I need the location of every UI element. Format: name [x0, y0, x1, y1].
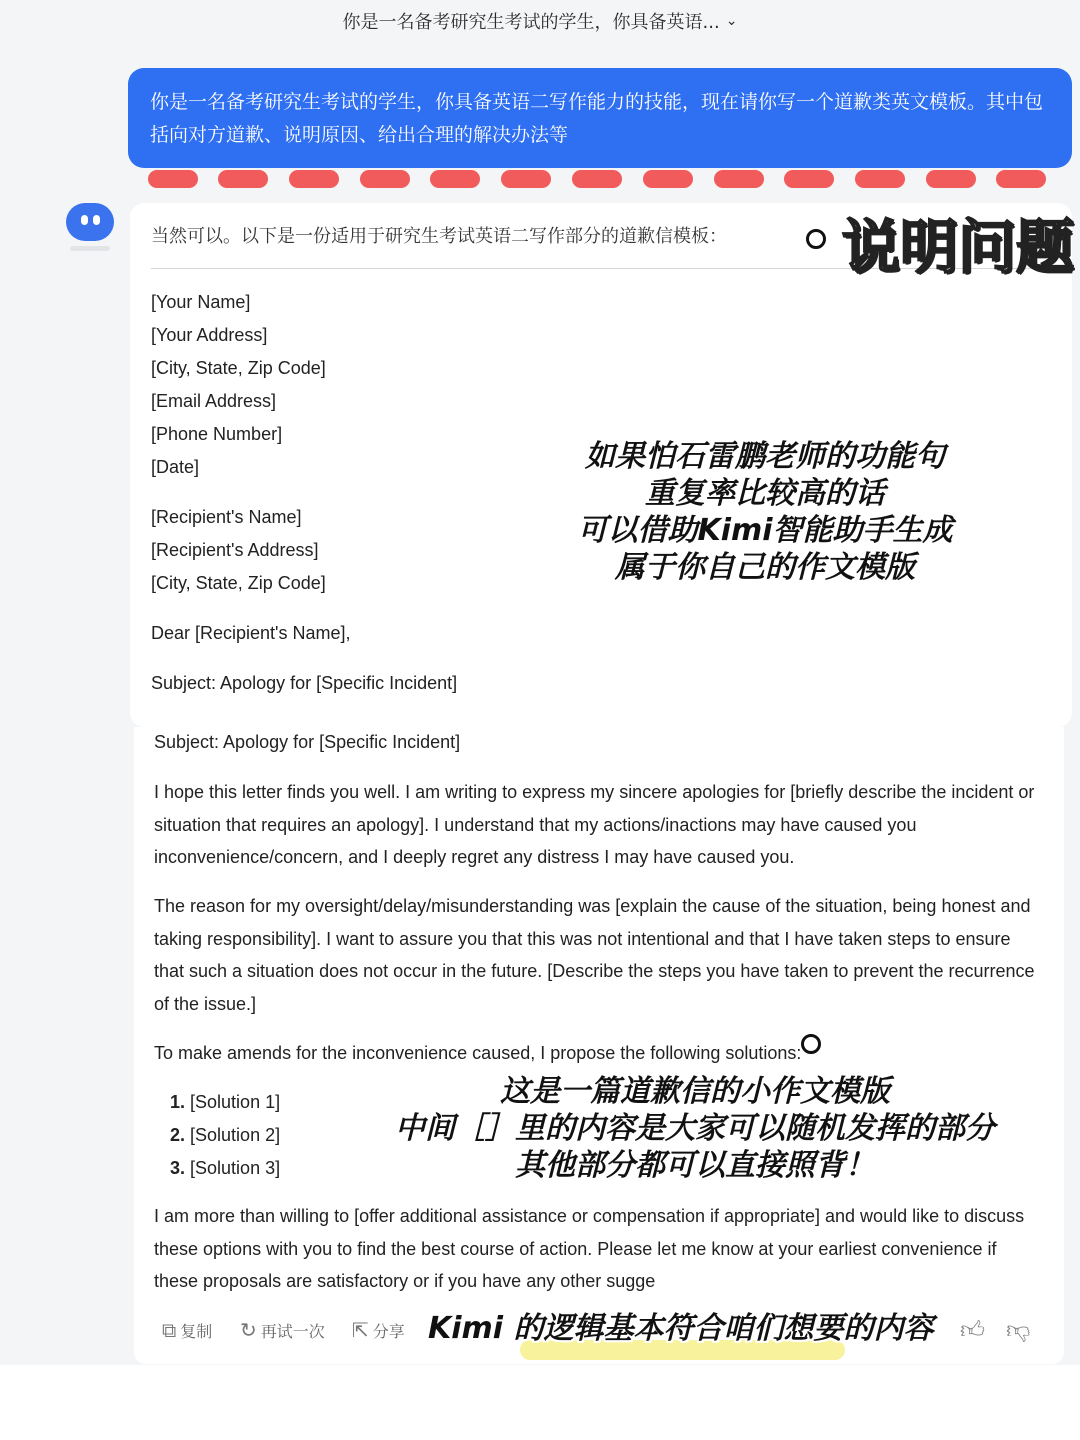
solution-item: 2. [Solution 2] — [170, 1125, 281, 1145]
subject-line: Subject: Apology for [Specific Incident] — [151, 673, 458, 693]
kimi-bot-icon — [66, 203, 114, 241]
marker-stroke — [714, 170, 764, 188]
marker-stroke — [855, 170, 905, 188]
recipient-line: [Recipient's Address] — [151, 540, 319, 560]
marker-stroke — [643, 170, 693, 188]
conversation-title-bar[interactable] — [0, 0, 1080, 42]
marker-stroke — [148, 170, 198, 188]
marker-stroke — [501, 170, 551, 188]
recipient-line: [City, State, Zip Code] — [151, 573, 326, 593]
letter-paragraph-apology: I hope this letter finds you well. I am writing to express my sincere apologies for [briefly describe the incident or situation that requires an apology]. I understand that my actions/inactions may have caused you inconvenience/concern, and I deeply regret any distress I may have caused you. — [154, 782, 1035, 868]
marker-stroke — [289, 170, 339, 188]
copy-button[interactable]: ⧉ 复制 — [162, 1318, 213, 1342]
marker-stroke — [784, 170, 834, 188]
conversation-title: 你是一名备考研究生考试的学生，你具备英语... — [342, 12, 720, 33]
letter-paragraph-reason: The reason for my oversight/delay/misunderstanding was [explain the cause of the situation, being honest and taking responsibility]. I want to assure you that this was not intentional and that I have taken steps to ensure that such a situation does not occur in the future. [Describe the steps you have taken to prevent the recurrence of the issue.] — [154, 896, 1035, 1015]
chevron-down-icon[interactable]: ⌄ — [725, 13, 738, 29]
marker-stroke — [360, 170, 410, 188]
bullet-ring-icon — [806, 229, 826, 249]
thumbs-up-icon[interactable]: 👍︎ — [960, 1316, 986, 1344]
user-message-text: 你是一名备考研究生考试的学生，你具备英语二写作能力的技能，现在请你写一个道歉类英文模板。其中包括向对方道歉、说明原因、给出合理的解决办法等 — [150, 91, 1044, 146]
letter-paragraph-compensation: I am more than willing to [offer additional assistance or compensation if appropriate] and would like to discuss these options with you to find the best course of action. Please let me know at your earliest convenience if these proposals are satisfactory or if you have any other sugge — [154, 1206, 1025, 1292]
cursor-ring-icon — [801, 1034, 821, 1054]
overlay-title: 说明问题 — [842, 213, 1075, 281]
sender-line: [Your Name] — [151, 292, 251, 312]
solution-item: 1. [Solution 1] — [170, 1092, 281, 1112]
marker-stroke — [572, 170, 622, 188]
sender-line: [Your Address] — [151, 325, 268, 345]
subject-line-repeat: Subject: Apology for [Specific Incident] — [154, 732, 461, 752]
sender-line: [City, State, Zip Code] — [151, 358, 326, 378]
retry-button[interactable]: ↻ 再试一次 — [240, 1318, 325, 1342]
solution-item: 3. [Solution 3] — [170, 1158, 281, 1178]
overlay-caption-middle: 如果怕石雷鹏老师的功能句 重复率比较高的话 可以借助Kimi智能助手生成 属于你自己的作文模版 — [577, 439, 953, 585]
user-message-bubble — [128, 68, 1072, 168]
sender-line: [Phone Number] — [151, 424, 283, 444]
share-button[interactable]: ⇱ 分享 — [352, 1318, 405, 1342]
recipient-line: [Recipient's Name] — [151, 507, 302, 527]
refresh-icon: ↻ — [240, 1318, 257, 1342]
letter-paragraph-solutions-intro: To make amends for the inconvenience caused, I propose the following solutions: — [154, 1043, 802, 1063]
thumbs-down-icon[interactable]: 👎︎ — [1006, 1316, 1031, 1344]
assistant-intro: 当然可以。以下是一份适用于研究生考试英语二写作部分的道歉信模板： — [151, 226, 727, 247]
overlay-caption-lower: 这是一篇道歉信的小作文模版 中间［］里的内容是大家可以随机发挥的部分 其他部分都可以直接照背！ — [395, 1074, 995, 1183]
share-icon: ⇱ — [352, 1318, 369, 1342]
sender-line: [Date] — [151, 457, 200, 477]
marker-stroke — [926, 170, 976, 188]
salutation: Dear [Recipient's Name], — [151, 623, 351, 643]
marker-stroke — [218, 170, 268, 188]
sender-line: [Email Address] — [151, 391, 277, 411]
avatar-shadow — [70, 246, 110, 251]
marker-stroke — [996, 170, 1046, 188]
marker-stroke — [430, 170, 480, 188]
overlay-caption-bottom: Kimi 的逻辑基本符合咱们想要的内容 — [428, 1311, 934, 1346]
copy-icon: ⧉ — [162, 1318, 177, 1342]
